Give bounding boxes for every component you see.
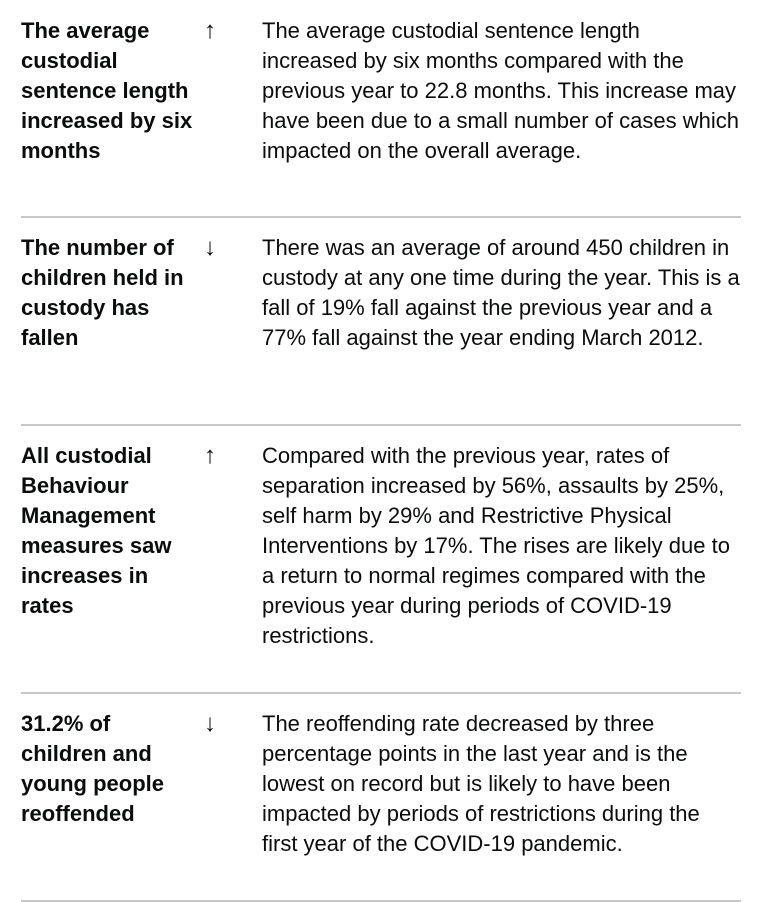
row-heading: All custodial Behaviour Management measures saw increases in rates [21, 443, 172, 618]
row-heading: 31.2% of children and young people reoffended [21, 711, 164, 826]
row-description: Compared with the previous year, rates of separation increased by 56%, assaults by 25%, self harm by 29% and Restrictive Physical Interventions by 17%. The rises are likely due to a return to normal regimes compared with the previous year during periods of COVID-19 restrictions. [262, 443, 730, 648]
row-heading: The number of children held in custody has fallen [21, 235, 184, 350]
arrow-down-icon: ↓ [204, 710, 216, 737]
arrow-up-icon: ↑ [204, 442, 216, 469]
row-heading: The average custodial sentence length increased by six months [21, 18, 193, 163]
row-description: There was an average of around 450 children in custody at any one time during the year. This is a fall of 19% fall against the previous year and a 77% fall against the year ending March 2012. [262, 235, 740, 350]
row-description: The average custodial sentence length increased by six months compared with the previous year to 22.8 months. This increase may have been due to a small number of cases which impacted on the overall average. [262, 18, 739, 163]
row-description: The reoffending rate decreased by three percentage points in the last year and is the lowest on record but is likely to have been impacted by periods of restrictions during the first year of the COVID-19 pandemic. [262, 711, 700, 856]
summary-table [21, 0, 741, 902]
arrow-up-icon: ↑ [204, 17, 216, 44]
summary-row-behaviour-management [21, 441, 741, 694]
summary-row-reoffending [21, 709, 741, 902]
summary-row-children-in-custody [21, 233, 741, 426]
summary-row-sentence-length [21, 16, 741, 218]
arrow-down-icon: ↓ [204, 234, 216, 261]
